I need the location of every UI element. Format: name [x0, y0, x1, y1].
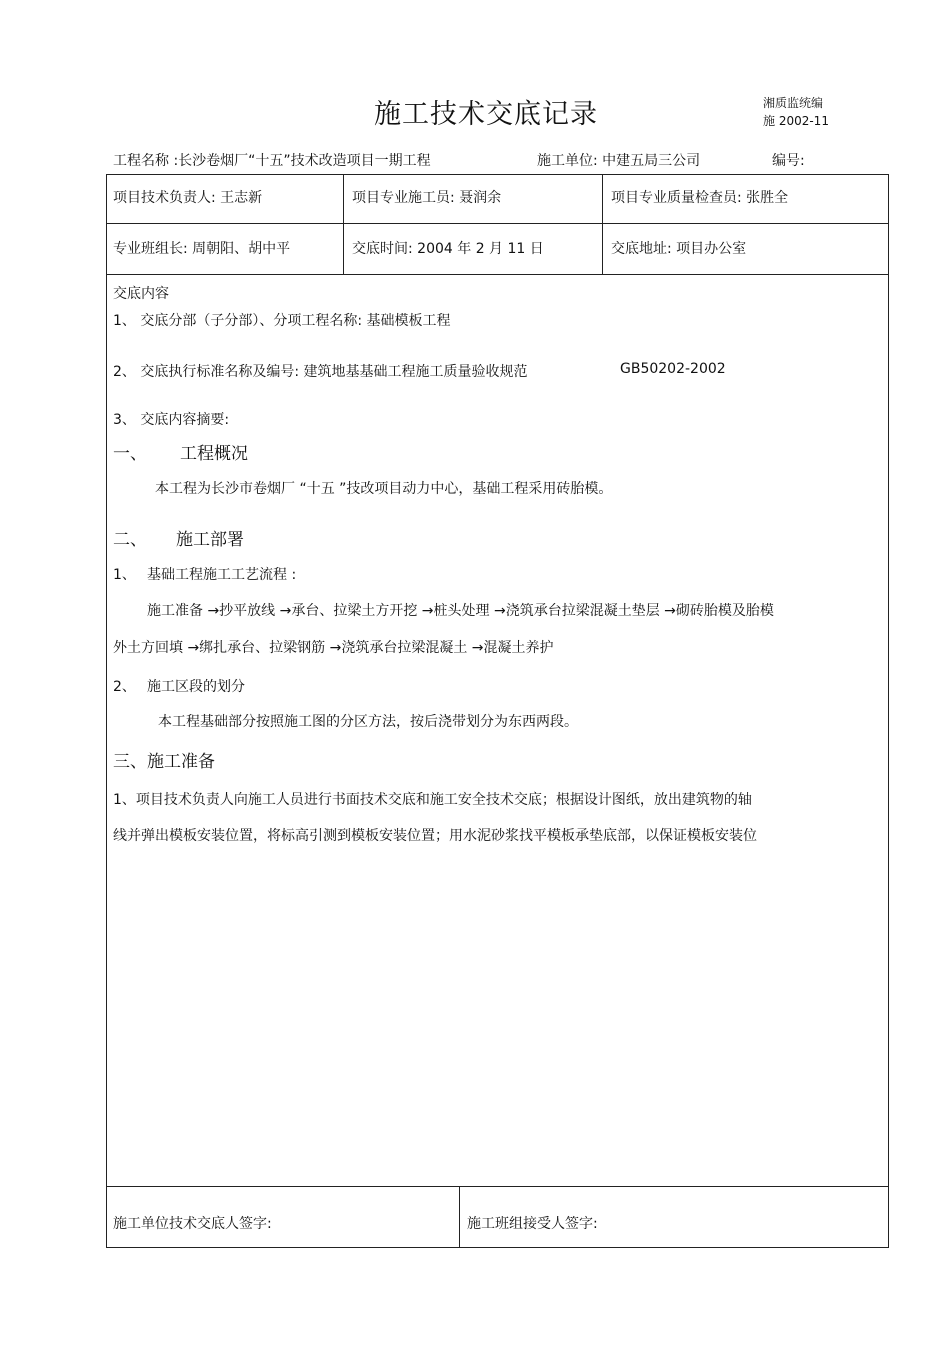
- process-flow-line1: 施工准备 →抄平放线 →承台、拉梁土方开挖 →桩头处理 →浇筑承台拉梁混凝土垫层 →砌砖胎模及胎模: [147, 603, 774, 619]
- giver-signature-label: 施工单位技术交底人签字:: [113, 1216, 272, 1232]
- content-item2: 2、 交底执行标准名称及编号: 建筑地基基础工程施工质量验收规范: [113, 364, 528, 380]
- table-divider: [459, 1186, 460, 1248]
- section1-text: 本工程为长沙市卷烟厂 “十五 ”技改项目动力中心，基础工程采用砖胎模。: [155, 481, 613, 497]
- construction-unit: 施工单位: 中建五局三公司: [537, 153, 701, 169]
- team-leader-cell: 专业班组长: 周朝阳、胡中平: [113, 241, 291, 257]
- table-border-bottom: [106, 1247, 889, 1248]
- table-divider: [106, 1186, 889, 1187]
- subsection1-text: 基础工程施工工艺流程 :: [147, 567, 297, 583]
- table-border-right: [888, 174, 889, 1248]
- process-flow-line2: 外土方回填 →绑扎承台、拉梁钢筋 →浇筑承台拉梁混凝土 →混凝土养护: [113, 640, 554, 656]
- form-code-line2: 施 2002-11: [763, 114, 829, 128]
- handover-time-cell: 交底时间: 2004 年 2 月 11 日: [352, 241, 544, 257]
- content-item1: 1、 交底分部（子分部）、分项工程名称: 基础模板工程: [113, 313, 451, 329]
- form-code-line1: 湘质监统编: [763, 96, 824, 110]
- content-item3: 3、 交底内容摘要:: [113, 412, 230, 428]
- subsection2-number: 2、: [113, 679, 136, 695]
- section3-title: 三、施工准备: [113, 752, 215, 772]
- standard-code: GB50202-2002: [620, 361, 726, 377]
- preparation-line2: 线并弹出模板安装位置，将标高引测到模板安装位置；用水泥砂浆找平模板承垫底部，以保证模板安装位: [113, 828, 757, 844]
- receiver-signature-label: 施工班组接受人签字:: [467, 1216, 598, 1232]
- subsection2-text: 施工区段的划分: [147, 679, 245, 695]
- number-label: 编号:: [772, 153, 805, 169]
- project-name: 工程名称 :长沙卷烟厂“十五”技术改造项目一期工程: [113, 153, 431, 169]
- section2-number: 二、: [113, 530, 147, 550]
- handover-place-cell: 交底地址: 项目办公室: [611, 241, 747, 257]
- subsection1-number: 1、: [113, 567, 136, 583]
- construction-worker-cell: 项目专业施工员: 聂润余: [352, 190, 502, 206]
- table-divider: [106, 223, 889, 224]
- preparation-line1: 1、项目技术负责人向施工人员进行书面技术交底和施工安全技术交底；根据设计图纸，放出建筑物的轴: [113, 792, 752, 808]
- table-divider: [343, 174, 344, 275]
- tech-lead-cell: 项目技术负责人: 王志新: [113, 190, 263, 206]
- table-border-top: [106, 174, 889, 175]
- section1-title: 工程概况: [180, 444, 248, 464]
- section1-number: 一、: [113, 444, 147, 464]
- subsection2-body: 本工程基础部分按照施工图的分区方法，按后浇带划分为东西两段。: [158, 714, 578, 730]
- quality-inspector-cell: 项目专业质量检查员: 张胜全: [611, 190, 789, 206]
- table-divider: [602, 174, 603, 275]
- content-label: 交底内容: [113, 286, 169, 302]
- table-divider: [106, 274, 889, 275]
- section2-title: 施工部署: [176, 530, 244, 550]
- table-border-left: [106, 174, 107, 1248]
- page-title: 施工技术交底记录: [374, 99, 598, 130]
